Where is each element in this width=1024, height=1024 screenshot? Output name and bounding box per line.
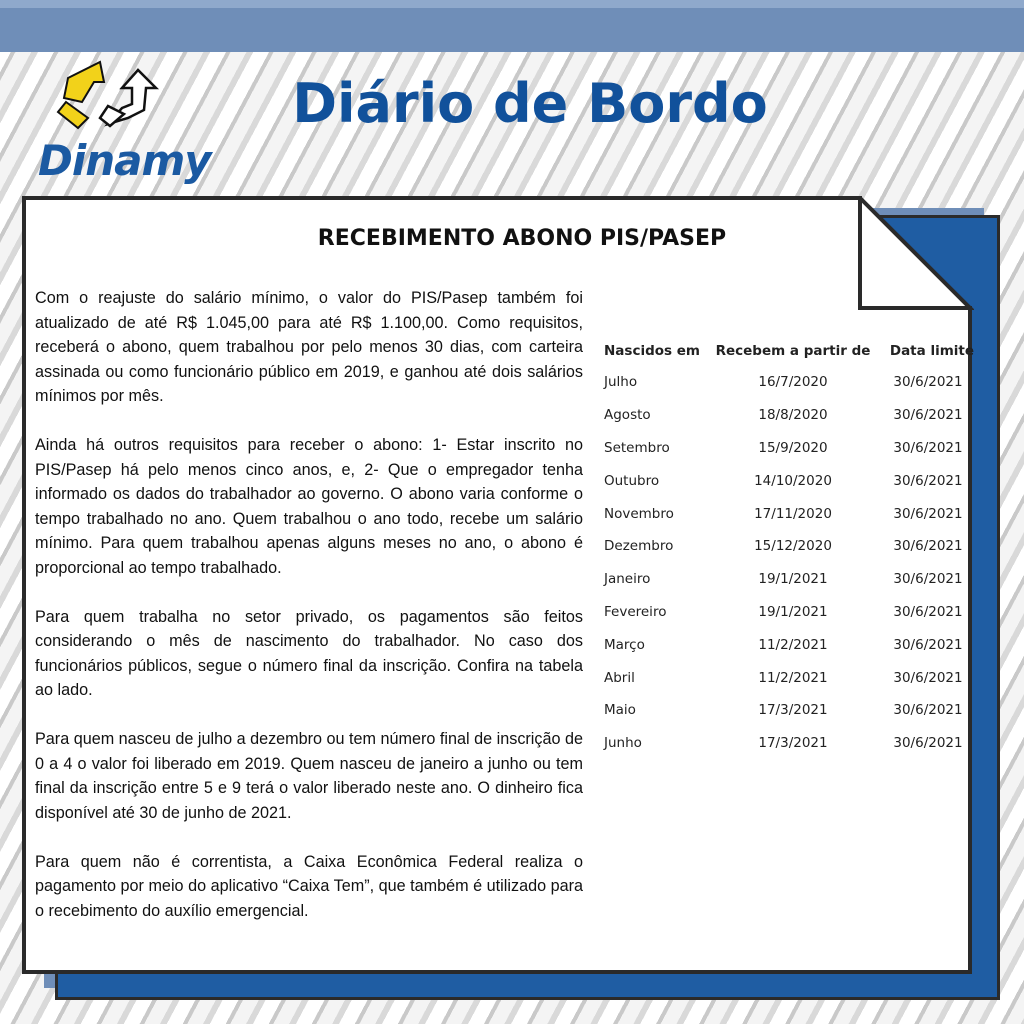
- row-month: Fevereiro: [604, 603, 667, 620]
- paragraph-3: Para quem trabalha no setor privado, os pagamentos são feitos considerando o mês de nascimento do trabalhador. No caso dos funcionários públicos, segue o número final da inscrição. Confira na tabela ao lado.: [35, 607, 583, 699]
- row-start-date: 18/8/2020: [758, 407, 828, 424]
- row-start-date: 17/3/2021: [758, 702, 828, 719]
- table-row: [604, 530, 974, 563]
- row-month: Janeiro: [604, 571, 651, 588]
- card-heading: RECEBIMENTO ABONO PIS/PASEP: [317, 226, 727, 251]
- row-month: Julho: [604, 374, 638, 391]
- logo-arrows-icon: [38, 58, 208, 138]
- top-banner: [0, 0, 1024, 52]
- row-deadline: 30/6/2021: [893, 472, 963, 489]
- row-start-date: 19/1/2021: [758, 571, 828, 588]
- paragraph-5: Para quem não é correntista, a Caixa Econômica Federal realiza o pagamento por meio do aplicativo “Caixa Tem”, que também é utilizado para o recebimento do auxílio emergencial.: [35, 852, 583, 920]
- row-deadline: 30/6/2021: [893, 636, 963, 653]
- row-month: Junho: [604, 735, 642, 752]
- row-start-date: 17/3/2021: [758, 735, 828, 752]
- row-deadline: 30/6/2021: [893, 407, 963, 424]
- row-month: Março: [604, 636, 645, 653]
- row-deadline: 30/6/2021: [893, 603, 963, 620]
- row-deadline: 30/6/2021: [893, 571, 963, 588]
- row-month: Agosto: [604, 407, 651, 424]
- header-deadline: Data limite: [889, 343, 974, 359]
- header-born-in: Nascidos em: [604, 343, 700, 359]
- row-start-date: 16/7/2020: [758, 374, 828, 391]
- paragraph-2: Ainda há outros requisitos para receber o abono: 1- Estar inscrito no PIS/Pasep há pelo menos cinco anos, e, 2- Que o empregador tenha informado os dados do trabalhador ao governo. O abono varia conforme o tempo trabalhado no ano. Quem trabalhou o ano todo, recebe um salário mínimo. Para quem trabalhou apenas alguns meses no ano, o abono é proporcional ao tempo trabalhado.: [35, 436, 583, 577]
- row-month: Dezembro: [604, 538, 674, 555]
- row-start-date: 15/9/2020: [758, 439, 828, 456]
- table-row: [604, 464, 974, 497]
- row-start-date: 11/2/2021: [758, 636, 828, 653]
- top-banner-highlight: [0, 0, 1024, 8]
- row-deadline: 30/6/2021: [893, 538, 963, 555]
- row-deadline: 30/6/2021: [893, 669, 963, 686]
- row-start-date: 14/10/2020: [754, 472, 832, 489]
- row-start-date: 19/1/2021: [758, 603, 828, 620]
- page-title: Diário de Bordo: [292, 72, 768, 135]
- table-row: [604, 596, 974, 629]
- row-deadline: 30/6/2021: [893, 439, 963, 456]
- table-row: [604, 366, 974, 399]
- paragraph-4: Para quem nasceu de julho a dezembro ou tem número final de inscrição de 0 a 4 o valor foi liberado em 2019. Quem nasceu de janeiro a junho ou tem final da inscrição entre 5 e 9 terá o valor liberado neste ano. O dinheiro fica disponível até 30 de junho de 2021.: [35, 730, 583, 822]
- row-deadline: 30/6/2021: [893, 702, 963, 719]
- row-month: Setembro: [604, 439, 670, 456]
- table-row: [604, 694, 974, 727]
- table-row: [604, 432, 974, 465]
- row-month: Novembro: [604, 505, 674, 522]
- table-row: [604, 563, 974, 596]
- schedule-table: [604, 336, 974, 760]
- row-month: Abril: [604, 669, 635, 686]
- row-start-date: 17/11/2020: [754, 505, 832, 522]
- article-body: [35, 286, 583, 948]
- table-row: [604, 399, 974, 432]
- row-deadline: 30/6/2021: [893, 505, 963, 522]
- table-row: [604, 661, 974, 694]
- row-month: Maio: [604, 702, 636, 719]
- table-row: [604, 628, 974, 661]
- header-receive-from: Recebem a partir de: [715, 343, 871, 359]
- table-row: [604, 727, 974, 760]
- logo-text: Dinamy: [38, 136, 211, 185]
- row-deadline: 30/6/2021: [893, 735, 963, 752]
- row-deadline: 30/6/2021: [893, 374, 963, 391]
- row-start-date: 15/12/2020: [754, 538, 832, 555]
- table-row: [604, 497, 974, 530]
- row-start-date: 11/2/2021: [758, 669, 828, 686]
- row-month: Outubro: [604, 472, 660, 489]
- table-header-row: [604, 336, 974, 366]
- paragraph-1: Com o reajuste do salário mínimo, o valor do PIS/Pasep também foi atualizado de até R$ 1.045,00 para até R$ 1.100,00. Como requisitos, receberá o abono, quem trabalhou por pelo menos 30 dias, com carteira assinada ou como funcionário público em 2019, e ganhou até dois salários mínimos por mês.: [35, 289, 583, 405]
- dinamy-logo: [38, 58, 211, 188]
